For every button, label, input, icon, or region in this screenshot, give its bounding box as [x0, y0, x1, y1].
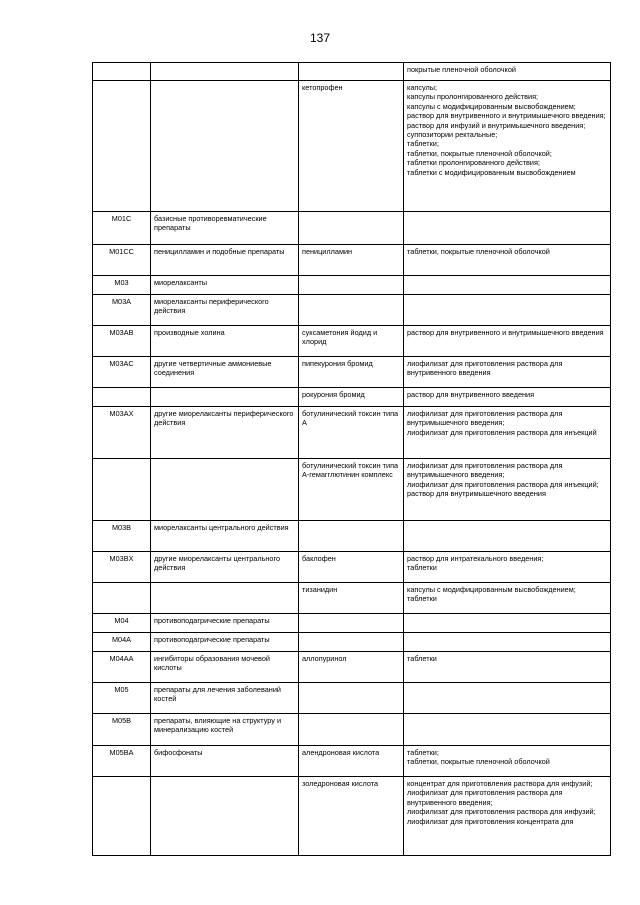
atc-code-cell [93, 63, 151, 81]
table-row [93, 276, 611, 295]
active-substance-cell [299, 633, 404, 652]
active-substance-cell: баклофен [299, 552, 404, 583]
table-row [93, 614, 611, 633]
pharmacological-group-cell: миорелаксанты [151, 276, 299, 295]
dosage-forms-cell: таблетки; таблетки, покрытые пленочной оболочкой [404, 746, 611, 777]
atc-code-cell: M03BX [93, 552, 151, 583]
dosage-forms-cell [404, 295, 611, 326]
atc-code-cell: M01CC [93, 245, 151, 276]
dosage-forms-cell: лиофилизат для приготовления раствора для внутримышечного введения; лиофилизат для приготовления раствора для инъекций; раствор для внутримышечного введения [404, 459, 611, 521]
pharmacological-group-cell: противоподагрические препараты [151, 633, 299, 652]
dosage-forms-cell: лиофилизат для приготовления раствора для внутримышечного введения; лиофилизат для приготовления раствора для инъекций [404, 407, 611, 459]
table-row [93, 245, 611, 276]
dosage-forms-cell [404, 521, 611, 552]
atc-code-cell: M04 [93, 614, 151, 633]
atc-code-cell: M03A [93, 295, 151, 326]
pharmacological-group-cell [151, 388, 299, 407]
atc-code-cell: M03AB [93, 326, 151, 357]
atc-code-cell [93, 81, 151, 212]
pharmacological-group-cell: бифосфонаты [151, 746, 299, 777]
dosage-forms-cell [404, 276, 611, 295]
pharmacological-group-cell [151, 583, 299, 614]
pharmacological-group-cell: препараты для лечения заболеваний костей [151, 683, 299, 714]
active-substance-cell: пеницилламин [299, 245, 404, 276]
atc-code-cell: M05 [93, 683, 151, 714]
pharmacological-group-cell: ингибиторы образования мочевой кислоты [151, 652, 299, 683]
atc-code-cell: M01C [93, 212, 151, 245]
table-row [93, 683, 611, 714]
active-substance-cell: аллопуринол [299, 652, 404, 683]
atc-code-cell: M03AX [93, 407, 151, 459]
dosage-forms-cell: таблетки, покрытые пленочной оболочкой [404, 245, 611, 276]
atc-code-cell [93, 777, 151, 856]
pharmacological-group-cell: пеницилламин и подобные препараты [151, 245, 299, 276]
table-row [93, 652, 611, 683]
atc-code-cell: M03 [93, 276, 151, 295]
pharmacological-group-cell: производные холина [151, 326, 299, 357]
active-substance-cell: рокурония бромид [299, 388, 404, 407]
table-row [93, 459, 611, 521]
pharmacological-group-cell: базисные противоревматические препараты [151, 212, 299, 245]
pharmacological-group-cell: миорелаксанты центрального действия [151, 521, 299, 552]
atc-code-cell: M03B [93, 521, 151, 552]
pharmacological-group-cell: другие миорелаксанты центрального действия [151, 552, 299, 583]
pharmacological-group-cell [151, 459, 299, 521]
dosage-forms-cell [404, 633, 611, 652]
dosage-forms-cell [404, 714, 611, 746]
dosage-forms-cell: раствор для внутривенного введения [404, 388, 611, 407]
active-substance-cell [299, 714, 404, 746]
atc-code-cell [93, 459, 151, 521]
table-row [93, 633, 611, 652]
atc-code-cell: M05BA [93, 746, 151, 777]
active-substance-cell [299, 295, 404, 326]
page-number: 137 [309, 31, 331, 45]
active-substance-cell: ботулинический токсин типа A [299, 407, 404, 459]
atc-code-cell [93, 388, 151, 407]
pharmacological-group-cell [151, 63, 299, 81]
table-row [93, 714, 611, 746]
table-row [93, 357, 611, 388]
drug-classification-table [92, 62, 611, 856]
atc-code-cell: M05B [93, 714, 151, 746]
atc-code-cell: M04A [93, 633, 151, 652]
table-row [93, 326, 611, 357]
dosage-forms-cell: капсулы; капсулы пролонгированного действия; капсулы с модифицированным высвобождением; раствор для внутривенного и внутримышечного введения; раствор для инфузий и внутримышечного введения; суппозитории ректальные; таблетки; таблетки, покрытые пленочной оболочкой; таблетки пролонгированного действия; таблетки с модифицированным высвобождением [404, 81, 611, 212]
table-row [93, 407, 611, 459]
table-row [93, 777, 611, 856]
dosage-forms-cell: покрытые пленочной оболочкой [404, 63, 611, 81]
table-row [93, 552, 611, 583]
active-substance-cell [299, 276, 404, 295]
active-substance-cell: золедроновая кислота [299, 777, 404, 856]
active-substance-cell [299, 521, 404, 552]
table-row [93, 521, 611, 552]
active-substance-cell: суксаметония йодид и хлорид [299, 326, 404, 357]
pharmacological-group-cell [151, 777, 299, 856]
active-substance-cell: алендроновая кислота [299, 746, 404, 777]
active-substance-cell [299, 683, 404, 714]
dosage-forms-cell: раствор для интратекального введения; таблетки [404, 552, 611, 583]
pharmacological-group-cell: препараты, влияющие на структуру и минерализацию костей [151, 714, 299, 746]
pharmacological-group-cell: другие миорелаксанты периферического действия [151, 407, 299, 459]
pharmacological-group-cell: миорелаксанты периферического действия [151, 295, 299, 326]
table-row [93, 388, 611, 407]
table-row [93, 295, 611, 326]
dosage-forms-cell: капсулы с модифицированным высвобождением; таблетки [404, 583, 611, 614]
table-row [93, 81, 611, 212]
dosage-forms-cell [404, 212, 611, 245]
active-substance-cell: кетопрофен [299, 81, 404, 212]
dosage-forms-cell [404, 683, 611, 714]
active-substance-cell: тизанидин [299, 583, 404, 614]
pharmacological-group-cell: другие четвертичные аммониевые соединения [151, 357, 299, 388]
atc-code-cell: M03AC [93, 357, 151, 388]
dosage-forms-cell: лиофилизат для приготовления раствора для внутривенного введения [404, 357, 611, 388]
dosage-forms-cell: концентрат для приготовления раствора для инфузий; лиофилизат для приготовления раствора для внутривенного введения; лиофилизат для приготовления раствора для инфузий; лиофилизат для приготовления концентрата для [404, 777, 611, 856]
active-substance-cell [299, 212, 404, 245]
dosage-forms-cell: таблетки [404, 652, 611, 683]
pharmacological-group-cell [151, 81, 299, 212]
table-row [93, 63, 611, 81]
active-substance-cell: пипекурония бромид [299, 357, 404, 388]
dosage-forms-cell: раствор для внутривенного и внутримышечного введения [404, 326, 611, 357]
atc-code-cell [93, 583, 151, 614]
dosage-forms-cell [404, 614, 611, 633]
active-substance-cell [299, 614, 404, 633]
active-substance-cell: ботулинический токсин типа A-гемагглютинин комплекс [299, 459, 404, 521]
table-row [93, 746, 611, 777]
pharmacological-group-cell: противоподагрические препараты [151, 614, 299, 633]
table-row [93, 212, 611, 245]
active-substance-cell [299, 63, 404, 81]
table-row [93, 583, 611, 614]
atc-code-cell: M04AA [93, 652, 151, 683]
